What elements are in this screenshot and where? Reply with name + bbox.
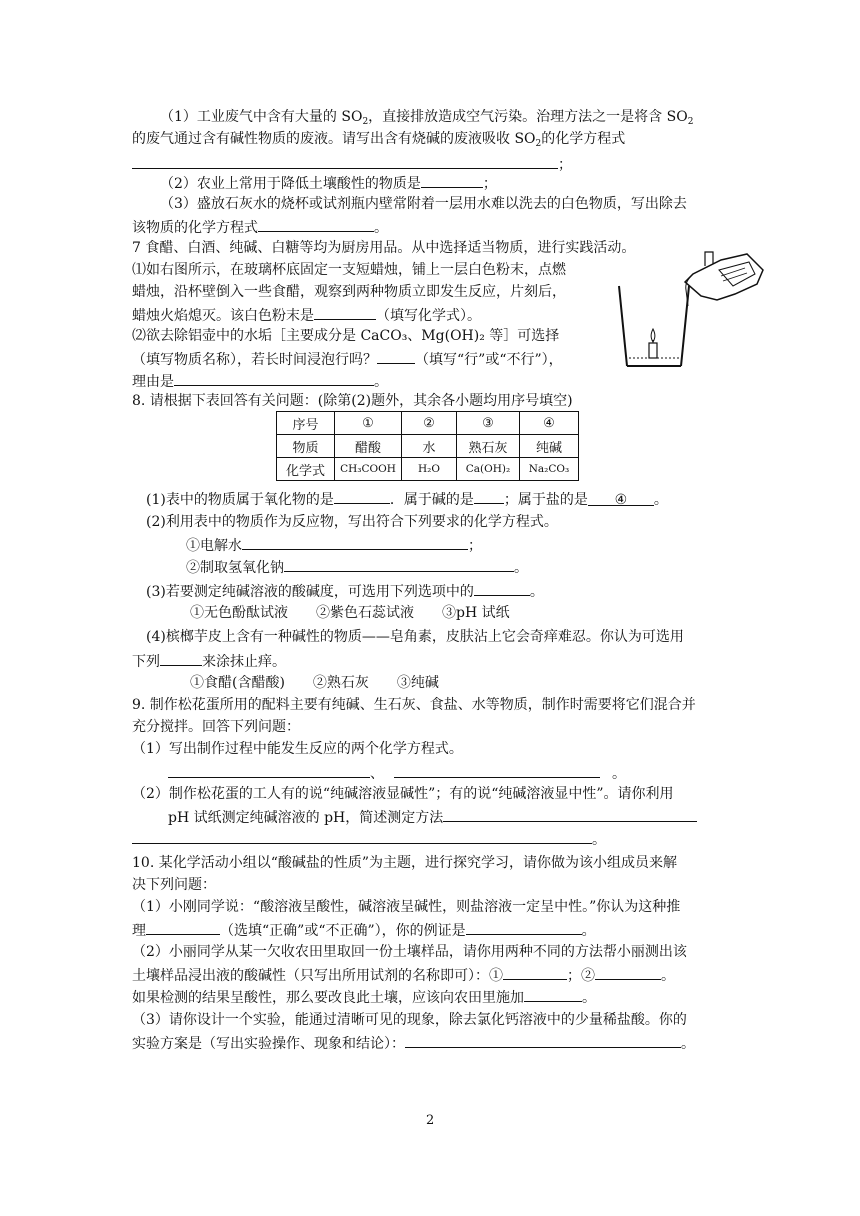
q8-sub2-item2: ②制取氢氧化钠 。 [186,556,528,578]
answer-blank[interactable] [168,762,370,778]
answer-blank[interactable] [132,153,558,169]
table-cell: 醋酸 [335,435,402,458]
answer-blank[interactable] [160,650,202,666]
answer-blank[interactable] [421,172,483,188]
table-cell: 熟石灰 [457,435,520,458]
answer-blank[interactable] [334,488,390,504]
q9-sub1: （1）写出制作过程中能发生反应的两个化学方程式。 [132,741,463,757]
answer-blank[interactable] [258,216,374,232]
q6-part1-line2: 的废气通过含有碱性物质的废液。请写出含有烧碱的废液吸收 $SO_2$的化学方程式 [132,131,626,149]
answer-blank[interactable] [174,370,374,386]
q7-line4: 蜡烛火焰熄灭。该白色粉末是 （填写化学式）。 [132,304,481,326]
q6-part1-line3: ； [132,153,572,175]
q8-sub3-options: ①无色酚酞试液 ②紫色石蕊试液 ③pH 试纸 [190,605,510,621]
q10-intro-line2: 决下列问题： [132,877,216,893]
page-number: 2 [426,1113,435,1128]
q9-intro-line2: 充分搅拌。回答下列问题： [132,719,300,735]
beaker-candle-icon [609,248,769,370]
answer-blank[interactable] [405,1032,681,1048]
answer-blank[interactable] [466,919,582,935]
q10-sub2-line2: 土壤样品浸出液的酸碱性（只写出所用试剂的名称即可）：① ；② 。 [132,964,675,986]
q9-intro-line1: 9. 制作松花蛋所用的配料主要有纯碱、生石灰、食盐、水等物质，制作时需要将它们混合并 [132,697,696,713]
q8-sub2: (2)利用表中的物质作为反应物，写出符合下列要求的化学方程式。 [146,514,558,530]
answer-blank[interactable] [284,556,514,572]
q7-line5: ⑵欲去除铝壶中的水垢［主要成分是 CaCO₃、Mg(OH)₂ 等］可选择 [132,328,560,344]
table-row [277,458,579,481]
q10-sub2-line1: （2）小丽同学从某一欠收农田里取回一份土壤样品，请你用两种不同的方法帮小丽测出该 [132,944,687,960]
q9-sub1-blanks: 、 。 [168,762,626,784]
q7-line7: 理由是 。 [132,370,388,392]
q7-line3: 蜡烛，沿杯壁倒入一些食醋，观察到两种物质立即发生反应，片刻后， [132,284,566,300]
table-cell: Na₂CO₃ [520,458,579,481]
table-cell: 物质 [277,435,335,458]
q6-part1-line1: （1）工业废气中含有大量的 $SO_2$，直接排放造成空气污染。治理方法之一是将含 $SO_2$ [160,109,694,127]
answer-blank[interactable] [474,580,530,596]
q8-sub4-line1: (4)槟榔芋皮上含有一种碱性的物质——皂角素，皮肤沾上它会奇痒难忍。你认为可选用 [146,629,684,645]
table-cell: ③ [457,412,520,435]
q10-intro-line1: 10. 某化学活动小组以“酸碱盐的性质”为主题，进行探究学习，请你做为该小组成员来解 [132,855,678,871]
table-cell: 纯碱 [520,435,579,458]
q10-sub1-line1: （1）小刚同学说：“酸溶液呈酸性，碱溶液呈碱性，则盐溶液一定呈中性。”你认为这种推 [132,899,681,915]
table-cell: ② [402,412,457,435]
answer-blank[interactable] [146,919,220,935]
q8-sub1: (1)表中的物质属于氧化物的是 ．属于碱的是 ；属于盐的是 ④ 。 [146,488,668,510]
answer-blank[interactable] [595,964,661,980]
q9-sub2-line3: 。 [132,828,606,850]
table-cell: ④ [520,412,579,435]
q8-sub3: (3)若要测定纯碱溶液的酸碱度，可选用下列选项中的 。 [146,580,544,602]
answer-blank[interactable] [242,534,468,550]
answer-blank[interactable] [314,304,376,320]
q8-sub2-item1: ①电解水 ； [186,534,482,556]
q7-line6: （填写物质名称），若长时间浸泡行吗？ （填写“行”或“不行”）， [132,348,563,370]
table-cell: CH₃COOH [335,458,402,481]
q10-sub1-line2: 理 （选填“正确”或“不正确”），你的例证是 。 [132,919,596,941]
q6-part3-line2: 该物质的化学方程式 。 [132,216,388,238]
q8-intro: 8. 请根据下表回答有关问题：(除第(2)题外，其余各小题均用序号填空) [132,393,573,409]
table-cell: H₂O [402,458,457,481]
table-cell: 水 [402,435,457,458]
answer-blank[interactable] [524,986,582,1002]
q10-sub3-line2: 实验方案是（写出实验操作、现象和结论）： 。 [132,1032,695,1054]
q7-intro: 7 食醋、白酒、纯碱、白糖等均为厨房用品。从中选择适当物质，进行实践活动。 [132,240,636,256]
q8-sub4-options: ①食醋(含醋酸) ②熟石灰 ③纯碱 [190,675,439,691]
answer-blank[interactable] [443,806,697,822]
answer-blank[interactable] [377,348,415,364]
answer-blank[interactable] [503,964,567,980]
q8-sub4-line2: 下列 来涂抹止痒。 [132,650,286,672]
table-row [277,412,579,435]
table-cell: 序号 [277,412,335,435]
q9-sub2-line1: （2）制作松花蛋的工人有的说“纯碱溶液显碱性”；有的说“纯碱溶液显中性”。请你利用 [132,786,674,802]
substance-table [276,411,579,481]
table-row [277,435,579,458]
q6-part2: （2）农业上常用于降低土壤酸性的物质是 ； [160,172,497,194]
answer-blank[interactable] [394,762,600,778]
q6-part3-line1: （3）盛放石灰水的烧杯或试剂瓶内壁常附着一层用水难以洗去的白色物质，写出除去 [160,196,687,212]
q7-line2: ⑴如右图所示，在玻璃杯底固定一支短蜡烛，铺上一层白色粉末，点燃 [132,262,566,278]
q10-sub3-line1: （3）请你设计一个实验，能通过清晰可见的现象，除去氯化钙溶液中的少量稀盐酸。你的 [132,1012,687,1028]
table-cell: Ca(OH)₂ [457,458,520,481]
answer-blank[interactable] [132,828,592,844]
filled-answer: ④ [588,490,654,506]
q9-sub2-line2: pH 试纸测定纯碱溶液的 pH，简述测定方法 [168,806,697,828]
table-cell: 化学式 [277,458,335,481]
answer-blank[interactable] [474,488,504,504]
q10-sub2-line3: 如果检测的结果呈酸性，那么要改良此土壤，应该向农田里施加 。 [132,986,596,1008]
table-cell: ① [335,412,402,435]
